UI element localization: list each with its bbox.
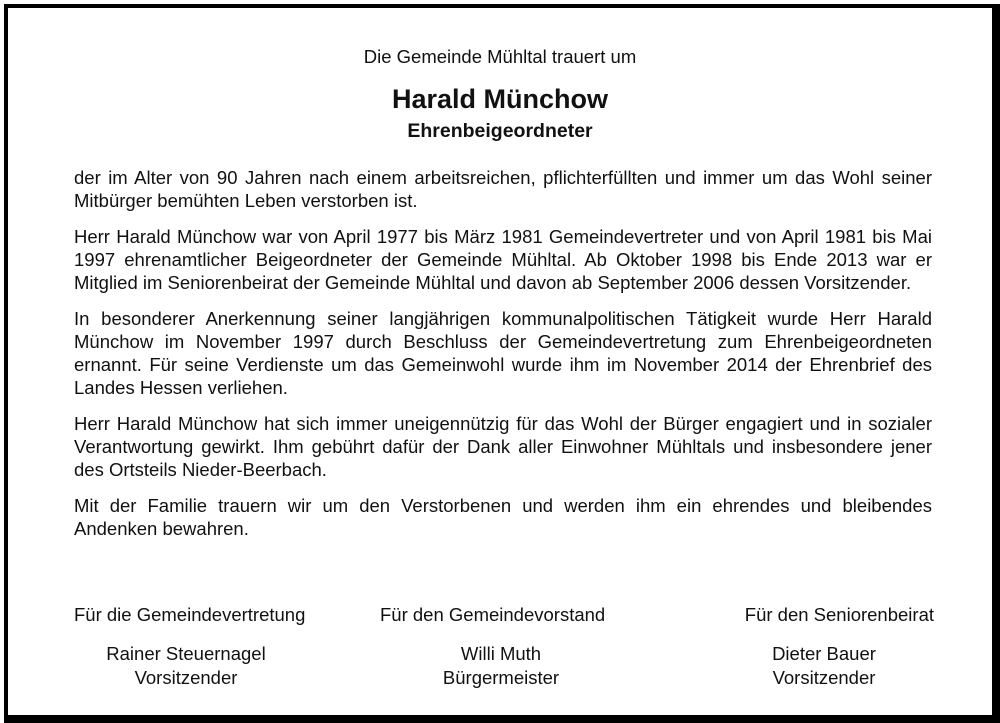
signatory-heading-senior-council: Für den Seniorenbeirat (744, 604, 934, 625)
signatory-heading-board: Für den Gemeindevorstand (380, 604, 606, 625)
signatory-senior-council (704, 642, 944, 690)
intro-line: Die Gemeinde Mühltal trauert um (363, 46, 637, 67)
honorary-title: Ehrenbeigeordneter (407, 120, 593, 142)
signatory-name: Willi Muth (460, 643, 542, 664)
signatory-role: Vorsitzender (772, 667, 876, 688)
signatory-heading-council: Für die Gemeindevertretung (74, 604, 306, 625)
paragraph-4: Herr Harald Münchow hat sich immer uneigennützig für das Wohl der Bürger engagiert und in sozialer Verantwortung gewirkt. Ihm gebührt dafür der Dank aller Einwohner Mühltals und insbesondere jener des Ortsteils Nieder-Beerbach. (74, 413, 932, 480)
deceased-name: Harald Münchow (391, 84, 608, 114)
signatory-name: Dieter Bauer (772, 643, 876, 664)
signatory-board (381, 642, 621, 690)
paragraph-1: der im Alter von 90 Jahren nach einem arbeitsreichen, pflichterfüllten und immer um das Wohl seiner Mitbürger bemühten Leben verstorben ist. (74, 167, 932, 211)
signatory-role: Bürgermeister (442, 667, 560, 688)
signatory-role: Vorsitzender (134, 667, 238, 688)
signatory-council (66, 642, 306, 690)
obituary-notice (8, 8, 992, 715)
paragraph-3: In besonderer Anerkennung seiner langjährigen kommunalpolitischen Tätigkeit wurde Herr Harald Münchow im November 1997 durch Beschluss der Gemeindevertretung zum Ehrenbeigeordneten ernannt. Für seine Verdienste um das Gemeinwohl wurde ihm im November 2014 der Ehrenbrief des Landes Hessen verliehen. (74, 308, 932, 398)
paragraph-5: Mit der Familie trauern wir um den Verstorbenen und werden ihm ein ehrendes und bleibendes Andenken bewahren. (74, 495, 932, 539)
signatory-name: Rainer Steuernagel (106, 643, 266, 664)
notice-frame (4, 4, 1000, 723)
notice-body (74, 166, 932, 553)
paragraph-2: Herr Harald Münchow war von April 1977 bis März 1981 Gemeindevertreter und von April 1981 bis Mai 1997 ehrenamtlicher Beigeordneter der Gemeinde Mühltal. Ab Oktober 1998 bis Ende 2013 war er Mitglied im Seniorenbeirat der Gemeinde Mühltal und davon ab September 2006 dessen Vorsitzender. (74, 226, 932, 293)
